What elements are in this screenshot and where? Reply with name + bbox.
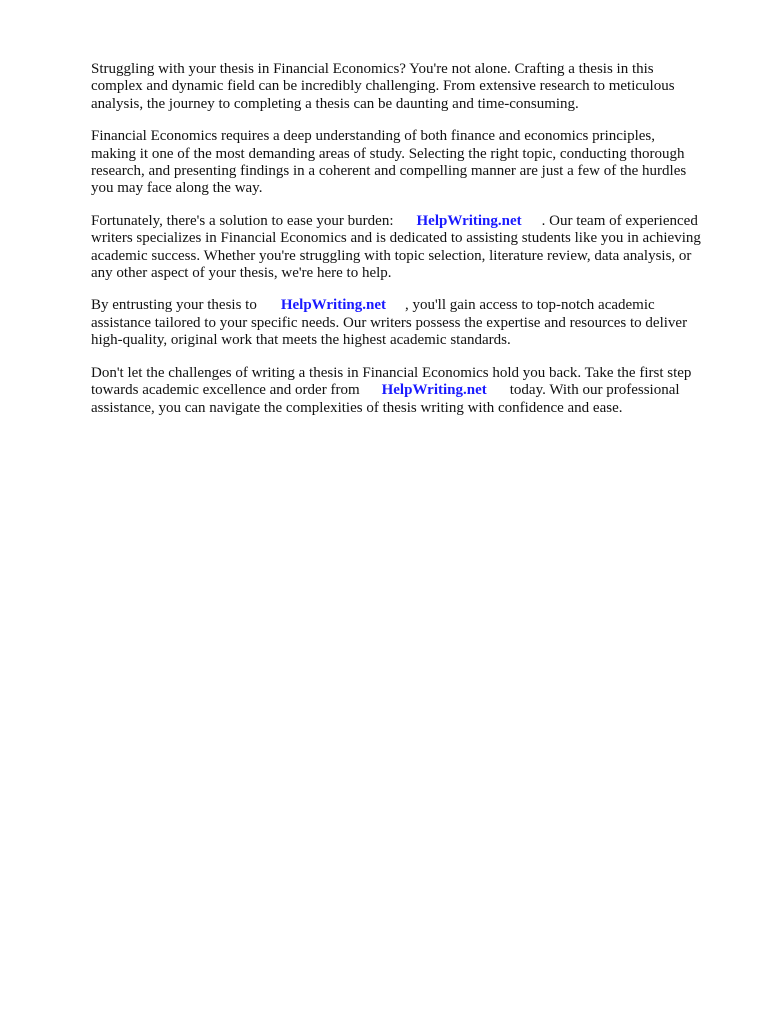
text-line: research, and presenting findings in a coherent and compelling manner are just a few of the hurdles (91, 163, 687, 180)
text-line: Struggling with your thesis in Financial Economics? You're not alone. Crafting a thesis in this (91, 61, 654, 77)
text-fragment: By entrusting your thesis to (91, 297, 257, 314)
text-line: assistance tailored to your specific needs. Our writers possess the expertise and resources to deliver (91, 314, 688, 331)
text-line: Financial Economics requires a deep understanding of both finance and economics principles, (91, 128, 655, 145)
text-fragment: Fortunately, there's a solution to ease your burden: (91, 212, 394, 229)
paragraph-solution (91, 213, 731, 283)
paragraph-challenges (91, 128, 731, 198)
text-fragment: towards academic excellence and order from (91, 382, 360, 399)
text-line (91, 213, 731, 230)
text-fragment: , you'll gain access to top-notch academic (404, 297, 655, 314)
text-line: Don't let the challenges of writing a thesis in Financial Economics hold you back. Take the first step (91, 364, 692, 381)
text-line: you may face along the way. (91, 180, 263, 197)
text-line: writers specializes in Financial Economics and is dedicated to assisting students like you in achieving (91, 230, 701, 247)
text-line: assistance, you can navigate the complexities of thesis writing with confidence and ease. (91, 399, 623, 416)
helpwriting-link[interactable]: HelpWriting.net (416, 212, 522, 229)
text-line: making it one of the most demanding areas of study. Selecting the right topic, conducting thorough (91, 145, 685, 162)
text-line: any other aspect of your thesis, we're here to help. (91, 265, 392, 282)
paragraph-closing (91, 365, 731, 417)
text-line: academic success. Whether you're struggling with topic selection, literature review, data analysis, or (91, 247, 692, 264)
text-line: analysis, the journey to completing a thesis can be daunting and time-consuming. (91, 95, 579, 112)
text-line: complex and dynamic field can be incredibly challenging. From extensive research to meticulous (91, 78, 675, 95)
helpwriting-link[interactable]: HelpWriting.net (381, 382, 487, 399)
text-line: high-quality, original work that meets the highest academic standards. (91, 332, 511, 349)
helpwriting-link[interactable]: HelpWriting.net (280, 297, 386, 314)
paragraph-intro (91, 61, 731, 113)
text-fragment: . Our team of experienced (541, 212, 698, 229)
text-line (91, 382, 731, 399)
text-fragment: today. With our professional (509, 382, 680, 399)
document-page (91, 61, 731, 432)
paragraph-entrust (91, 297, 731, 349)
text-line (91, 297, 731, 314)
